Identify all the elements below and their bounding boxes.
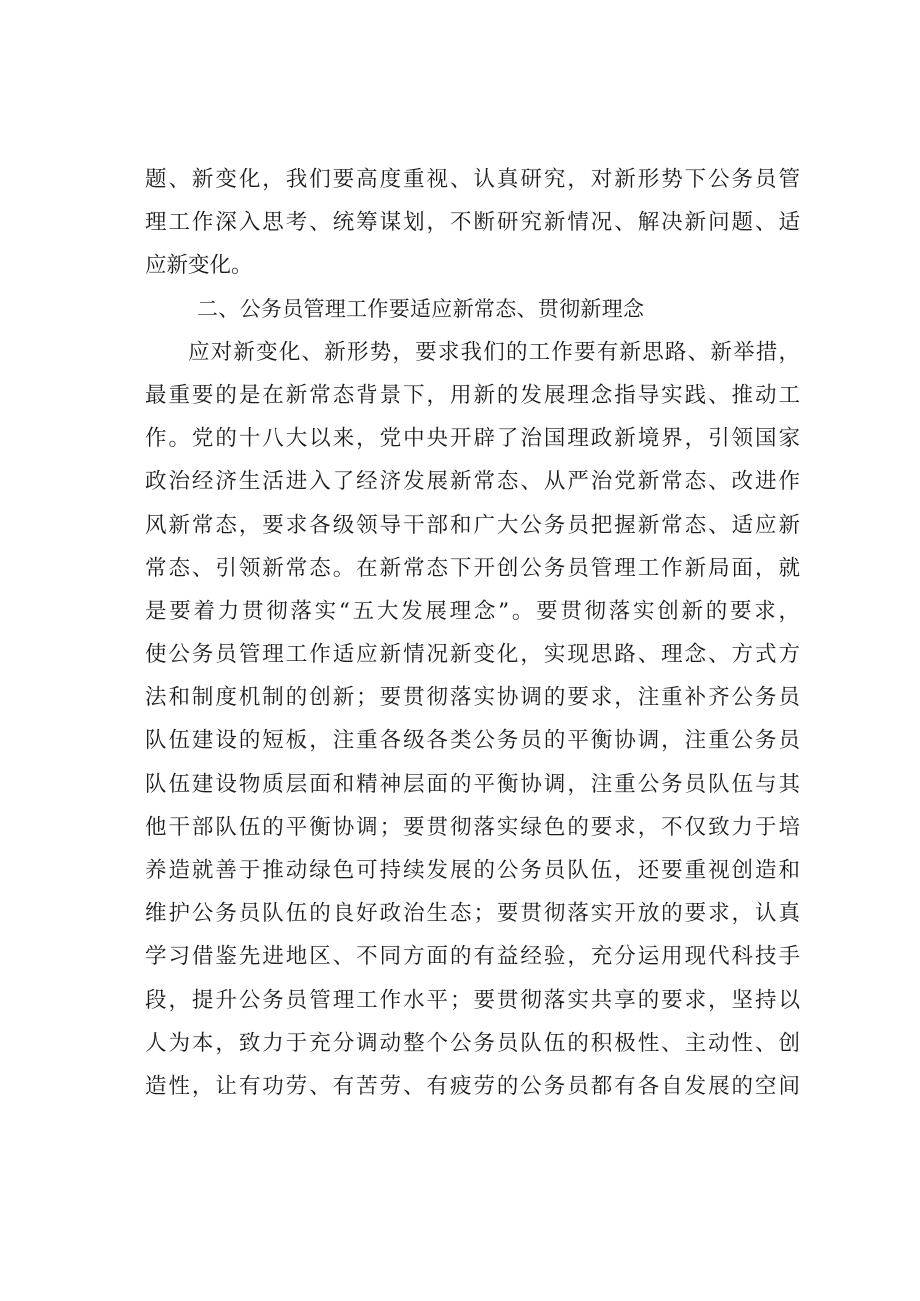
text-line: 段，提升公务员管理工作水平；要贯彻落实共享的要求，坚持以	[145, 987, 800, 1013]
text-line: 是要着力贯彻落实“五大发展理念”。要贯彻落实创新的要求，	[145, 598, 800, 624]
text-line: 他干部队伍的平衡协调；要贯彻落实绿色的要求，不仅致力于培	[145, 814, 800, 840]
text-line: 应对新变化、新形势，要求我们的工作要有新思路、新举措，	[188, 339, 800, 365]
text-line: 常态、引领新常态。在新常态下开创公务员管理工作新局面，就	[145, 555, 800, 581]
text-line: 应新变化。	[145, 253, 253, 279]
text-line: 题、新变化，我们要高度重视、认真研究，对新形势下公务员管	[145, 167, 800, 192]
text-line: 学习借鉴先进地区、不同方面的有益经验，充分运用现代科技手	[145, 944, 800, 970]
text-line: 作。党的十八大以来，党中央开辟了治国理政新境界，引领国家	[145, 426, 800, 452]
text-line: 政治经济生活进入了经济发展新常态、从严治党新常态、改进作	[145, 469, 800, 495]
text-line: 最重要的是在新常态背景下，用新的发展理念指导实践、推动工	[145, 382, 800, 408]
section-heading: 二、公务员管理工作要适应新常态、贯彻新理念	[197, 296, 645, 321]
text-line: 养造就善于推动绿色可持续发展的公务员队伍，还要重视创造和	[145, 858, 800, 883]
text-line: 风新常态，要求各级领导干部和广大公务员把握新常态、适应新	[145, 512, 800, 538]
text-line: 理工作深入思考、统筹谋划，不断研究新情况、解决新问题、适	[145, 210, 800, 236]
text-line: 使公务员管理工作适应新情况新变化，实现思路、理念、方式方	[145, 642, 800, 668]
text-line: 队伍建设的短板，注重各级各类公务员的平衡协调，注重公务员	[145, 728, 800, 754]
text-line: 造性，让有功劳、有苦劳、有疲劳的公务员都有各自发展的空间	[145, 1073, 800, 1099]
body-text	[145, 158, 800, 1108]
text-line: 维护公务员队伍的良好政治生态；要贯彻落实开放的要求，认真	[145, 901, 800, 927]
text-line: 法和制度机制的创新；要贯彻落实协调的要求，注重补齐公务员	[145, 685, 800, 711]
text-line: 人为本，致力于充分调动整个公务员队伍的积极性、主动性、创	[145, 1030, 800, 1056]
text-line: 队伍建设物质层面和精神层面的平衡协调，注重公务员队伍与其	[145, 771, 800, 797]
